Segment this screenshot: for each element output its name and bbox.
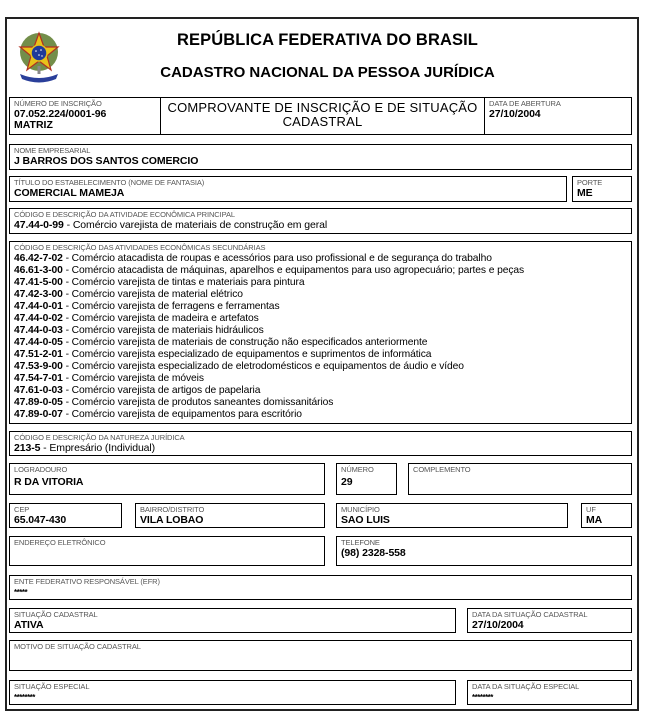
inscricao-value: 07.052.224/0001-96	[14, 108, 107, 120]
natureza-juridica-label: CÓDIGO E DESCRIÇÃO DA NATUREZA JURÍDICA	[14, 433, 185, 442]
numero-value: 29	[341, 476, 353, 488]
cep-value: 65.047-430	[14, 514, 67, 526]
logradouro-label: LOGRADOURO	[14, 465, 68, 474]
atividades-secundarias-list	[14, 253, 524, 421]
situacao-especial-box	[9, 680, 456, 705]
list-item: 47.44-0-01 - Comércio varejista de ferragens e ferramentas	[14, 301, 280, 312]
abertura-box	[484, 97, 632, 135]
atividade-principal-box	[9, 208, 632, 234]
natureza-juridica-description: - Empresário (Individual)	[40, 442, 156, 454]
situacao-especial-label: SITUAÇÃO ESPECIAL	[14, 682, 90, 691]
data-situacao-cadastral-box	[467, 608, 632, 633]
motivo-situacao-box	[9, 640, 632, 671]
uf-box	[581, 503, 632, 528]
list-item: 47.51-2-01 - Comércio varejista especializado de equipamentos e suprimentos de informática	[14, 349, 432, 360]
inscricao-label: NÚMERO DE INSCRIÇÃO	[14, 99, 102, 108]
natureza-juridica-code: 213-5	[14, 442, 41, 454]
page-subtitle: CADASTRO NACIONAL DA PESSOA JURÍDICA	[160, 64, 495, 81]
nome-fantasia-label: TÍTULO DO ESTABELECIMENTO (NOME DE FANTASIA)	[14, 178, 205, 187]
cep-label: CEP	[14, 505, 30, 514]
porte-value: ME	[577, 187, 593, 199]
telefone-box	[336, 536, 632, 566]
list-item: 47.42-3-00 - Comércio varejista de material elétrico	[14, 289, 243, 300]
logradouro-value: R DA VITORIA	[14, 476, 84, 488]
data-situacao-especial-label: DATA DA SITUAÇÃO ESPECIAL	[472, 682, 580, 691]
porte-box	[572, 176, 632, 202]
telefone-value: (98) 2328-558	[341, 547, 406, 559]
nome-fantasia-value: COMERCIAL MAMEJA	[14, 187, 125, 199]
nome-fantasia-box	[9, 176, 567, 202]
logradouro-box	[9, 463, 325, 495]
porte-label: PORTE	[577, 178, 603, 187]
numero-box	[336, 463, 397, 495]
natureza-juridica-box	[9, 431, 632, 456]
situacao-cadastral-label: SITUAÇÃO CADASTRAL	[14, 610, 98, 619]
page-title: REPÚBLICA FEDERATIVA DO BRASIL	[177, 31, 478, 49]
numero-label: NÚMERO	[341, 465, 374, 474]
list-item: 47.61-0-03 - Comércio varejista de artigos de papelaria	[14, 385, 261, 396]
efr-value: *****	[14, 588, 28, 597]
inscricao-box	[9, 97, 161, 135]
municipio-value: SAO LUIS	[341, 514, 390, 526]
abertura-value: 27/10/2004	[489, 108, 541, 120]
municipio-box	[336, 503, 568, 528]
bairro-label: BAIRRO/DISTRITO	[140, 505, 205, 514]
data-situacao-cadastral-value: 27/10/2004	[472, 619, 524, 631]
telefone-label: TELEFONE	[341, 538, 380, 547]
situacao-cadastral-box	[9, 608, 456, 633]
motivo-situacao-label: MOTIVO DE SITUAÇÃO CADASTRAL	[14, 642, 141, 651]
complemento-label: COMPLEMENTO	[413, 465, 471, 474]
data-situacao-especial-value: ********	[472, 693, 493, 702]
atividade-principal-code: 47.44-0-99	[14, 219, 64, 231]
uf-label: UF	[586, 505, 596, 514]
list-item: 46.61-3-00 - Comércio atacadista de máquinas, aparelhos e equipamentos para uso agropecuário; partes e peças	[14, 265, 525, 276]
list-item: 47.53-9-00 - Comércio varejista especializado de eletrodomésticos e equipamentos de áudio e vídeo	[14, 361, 464, 372]
email-label: ENDEREÇO ELETRÔNICO	[14, 538, 106, 547]
list-item: 47.41-5-00 - Comércio varejista de tintas e materiais para pintura	[14, 277, 305, 288]
list-item: 47.44-0-02 - Comércio varejista de madeira e artefatos	[14, 313, 259, 324]
efr-label: ENTE FEDERATIVO RESPONSÁVEL (EFR)	[14, 577, 160, 586]
uf-value: MA	[586, 514, 603, 526]
atividade-principal-value	[14, 219, 327, 231]
atividades-secundarias-label: CÓDIGO E DESCRIÇÃO DAS ATIVIDADES ECONÔMICAS SECUNDÁRIAS	[14, 243, 266, 252]
complemento-box	[408, 463, 632, 495]
list-item: 47.54-7-01 - Comércio varejista de móveis	[14, 373, 204, 384]
data-situacao-cadastral-label: DATA DA SITUAÇÃO CADASTRAL	[472, 610, 588, 619]
list-item: 47.89-0-07 - Comércio varejista de equipamentos para escritório	[14, 409, 302, 420]
comprovante-title-box	[160, 97, 485, 135]
list-item: 47.89-0-05 - Comércio varejista de produtos saneantes domissanitários	[14, 397, 334, 408]
situacao-cadastral-value: ATIVA	[14, 619, 44, 631]
atividade-principal-label: CÓDIGO E DESCRIÇÃO DA ATIVIDADE ECONÔMICA PRINCIPAL	[14, 210, 235, 219]
municipio-label: MUNICÍPIO	[341, 505, 380, 514]
bairro-value: VILA LOBAO	[140, 514, 204, 526]
list-item: 47.44-0-05 - Comércio varejista de materiais de construção não especificados anteriormente	[14, 337, 428, 348]
list-item: 47.44-0-03 - Comércio varejista de materiais hidráulicos	[14, 325, 264, 336]
nome-empresarial-box	[9, 144, 632, 170]
bairro-box	[135, 503, 325, 528]
abertura-label: DATA DE ABERTURA	[489, 99, 561, 108]
comprovante-title-line1: COMPROVANTE DE INSCRIÇÃO E DE SITUAÇÃO	[167, 100, 478, 115]
nome-empresarial-label: NOME EMPRESARIAL	[14, 146, 91, 155]
email-box	[9, 536, 325, 566]
list-item: 46.42-7-02 - Comércio atacadista de roupas e acessórios para uso profissional e de segurança do trabalho	[14, 253, 492, 264]
natureza-juridica-value	[14, 442, 155, 454]
atividade-principal-description: - Comércio varejista de materiais de construção em geral	[63, 219, 328, 231]
nome-empresarial-value: J BARROS DOS SANTOS COMERCIO	[14, 155, 199, 167]
inscricao-tipo: MATRIZ	[14, 119, 53, 131]
atividades-secundarias-box	[9, 241, 632, 424]
data-situacao-especial-box	[467, 680, 632, 705]
efr-box	[9, 575, 632, 600]
cep-box	[9, 503, 122, 528]
situacao-especial-value: ********	[14, 693, 35, 702]
comprovante-title-line2: CADASTRAL	[282, 114, 363, 129]
